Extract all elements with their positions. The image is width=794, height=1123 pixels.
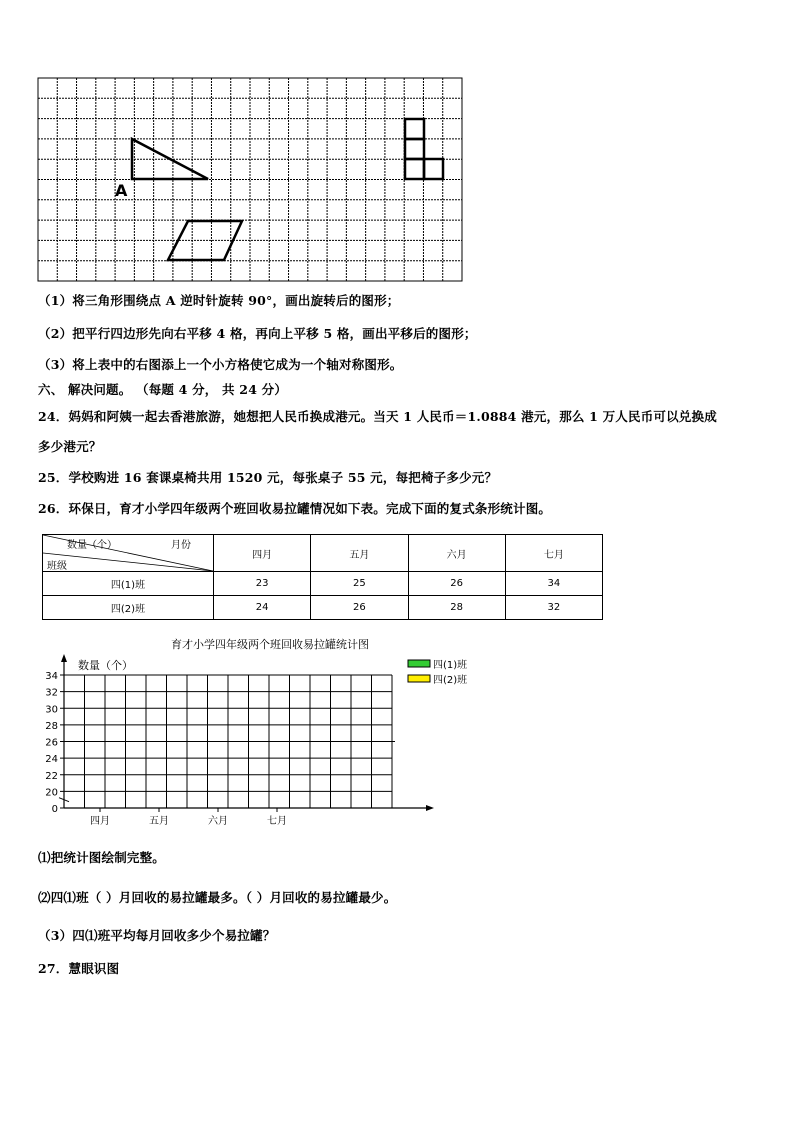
point-a-label: A: [115, 181, 128, 200]
y-tick-label: 20: [45, 787, 58, 799]
question-23-part-1: （1）将三角形围绕点 A 逆时针旋转 90°，画出旋转后的图形；: [38, 293, 400, 308]
header-class: 班级: [47, 561, 67, 572]
x-axis-arrow: [426, 805, 434, 811]
question-26-part-2: ⑵四⑴班（ ）月回收的易拉罐最多。（ ）月回收的易拉罐最少。: [38, 890, 397, 905]
grid-figure: [36, 76, 466, 286]
chart-title: 育才小学四年级两个班回收易拉罐统计图: [171, 638, 369, 651]
grid-lines: [38, 78, 462, 281]
legend-swatch: [408, 660, 430, 667]
table-row: [43, 596, 603, 620]
question-26: 26．环保日，育才小学四年级两个班回收易拉罐情况如下表。完成下面的复式条形统计图。: [38, 501, 552, 516]
recycling-table: [42, 534, 603, 620]
table-cell: 28: [408, 596, 505, 620]
x-category-label: 七月: [267, 816, 287, 827]
question-26-part-1: ⑴把统计图绘制完整。: [38, 850, 166, 865]
x-category-label: 五月: [149, 816, 169, 827]
table-header-month: 四月: [214, 535, 311, 572]
header-month: 月份: [171, 540, 191, 551]
legend-swatch: [408, 675, 430, 682]
y-axis-label: 数量（个）: [78, 659, 133, 672]
x-category-label: 四月: [90, 816, 110, 827]
y-tick-label: 26: [45, 737, 58, 749]
table-cell: 25: [311, 572, 408, 596]
legend-label: 四(2)班: [433, 675, 468, 686]
question-23-part-2: （2）把平行四边形先向右平移 4 格，再向上平移 5 格，画出平移后的图形；: [38, 326, 477, 341]
question-24-line-1: 24．妈妈和阿姨一起去香港旅游，她想把人民币换成港元。当天 1 人民币＝1.0884 港元，那么 1 万人民币可以兑换成: [38, 409, 717, 424]
question-24-line-2: 多少港元？: [38, 439, 102, 454]
table-cell-class: 四(1)班: [43, 572, 214, 596]
y-tick-label: 28: [45, 720, 58, 732]
header-quantity: 数量（个）: [67, 540, 117, 551]
l-shape: [405, 119, 443, 179]
y-tick-label: 24: [45, 754, 58, 766]
table-row: [43, 572, 603, 596]
y-tick-label: 32: [45, 687, 58, 699]
y-tick-label: 22: [45, 770, 58, 782]
question-23-part-3: （3）将上表中的右图添上一个小方格使它成为一个轴对称图形。: [38, 357, 403, 372]
section-6-heading: 六、 解决问题。 （每题 4 分， 共 24 分）: [38, 382, 288, 397]
table-cell: 26: [311, 596, 408, 620]
table-header-month: 六月: [408, 535, 505, 572]
bar-chart: [30, 632, 500, 832]
table-cell: 32: [505, 596, 602, 620]
table-cell: 23: [214, 572, 311, 596]
question-26-part-3: （3）四⑴班平均每月回收多少个易拉罐？: [38, 928, 276, 943]
table-cell: 34: [505, 572, 602, 596]
table-cell: 26: [408, 572, 505, 596]
y-tick-label: 34: [45, 671, 58, 682]
question-25: 25．学校购进 16 套课桌椅共用 1520 元，每张桌子 55 元，每把椅子多少元？: [38, 470, 498, 485]
legend-label: 四(1)班: [433, 660, 468, 671]
y-tick-label: 30: [45, 704, 58, 716]
table-header-diagonal: [43, 535, 214, 572]
question-27: 27．慧眼识图: [38, 961, 120, 976]
y-tick-label: 0: [51, 804, 58, 815]
table-cell-class: 四(2)班: [43, 596, 214, 620]
y-axis-arrow: [61, 654, 67, 662]
table-header-month: 七月: [505, 535, 602, 572]
table-cell: 24: [214, 596, 311, 620]
table-header-month: 五月: [311, 535, 408, 572]
x-category-label: 六月: [208, 816, 228, 827]
